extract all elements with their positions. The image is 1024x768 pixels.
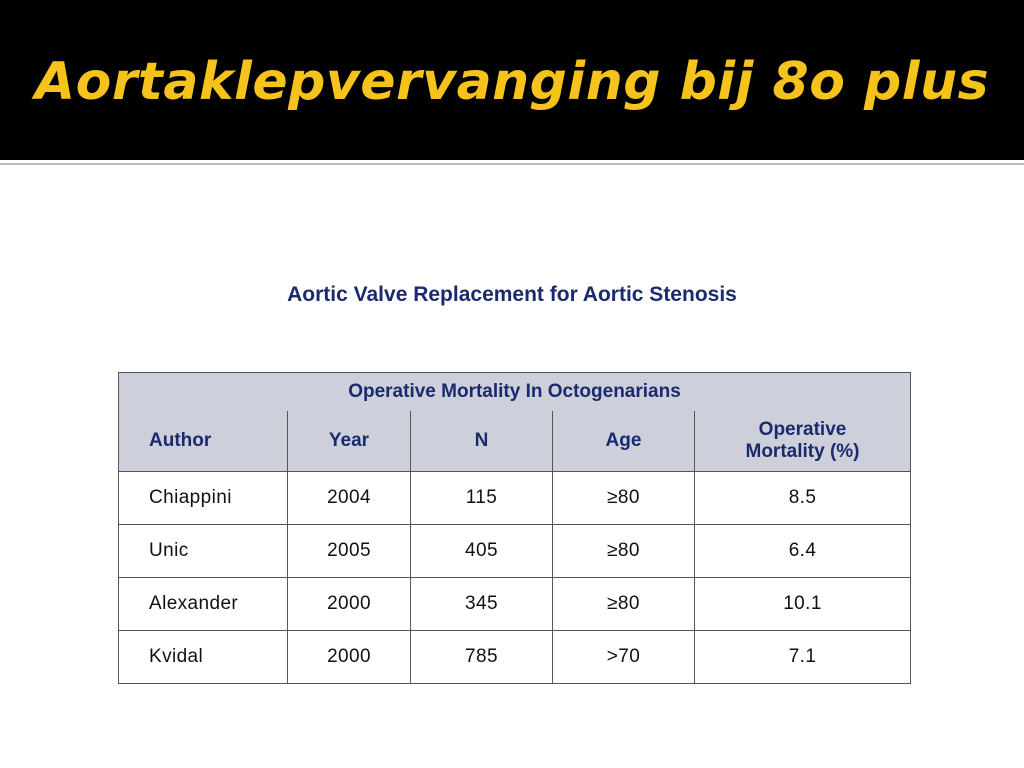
mortality-table xyxy=(118,372,911,684)
header-mortality-line2: Mortality (%) xyxy=(745,441,860,462)
cell-author: Chiappini xyxy=(119,472,288,525)
header-mortality-line1: Operative xyxy=(758,419,847,440)
header-n: N xyxy=(411,411,553,472)
cell-mortality: 10.1 xyxy=(695,578,911,631)
cell-author: Unic xyxy=(119,525,288,578)
header-age: Age xyxy=(553,411,695,472)
cell-n: 345 xyxy=(411,578,553,631)
cell-author: Kvidal xyxy=(119,631,288,684)
table-header-row xyxy=(119,411,911,472)
cell-year: 2005 xyxy=(288,525,411,578)
cell-year: 2004 xyxy=(288,472,411,525)
title-bar xyxy=(0,0,1024,160)
title-divider xyxy=(0,160,1024,168)
cell-n: 115 xyxy=(411,472,553,525)
slide-subtitle: Aortic Valve Replacement for Aortic Stenosis xyxy=(287,283,737,306)
cell-mortality: 8.5 xyxy=(695,472,911,525)
table-caption-row xyxy=(119,373,911,412)
cell-year: 2000 xyxy=(288,578,411,631)
table-caption: Operative Mortality In Octogenarians xyxy=(119,373,911,412)
cell-mortality: 6.4 xyxy=(695,525,911,578)
table-row xyxy=(119,631,911,684)
cell-age: ≥80 xyxy=(553,525,695,578)
cell-age: ≥80 xyxy=(553,472,695,525)
table-row xyxy=(119,472,911,525)
cell-author: Alexander xyxy=(119,578,288,631)
cell-age: >70 xyxy=(553,631,695,684)
table-row xyxy=(119,578,911,631)
header-year: Year xyxy=(288,411,411,472)
cell-age: ≥80 xyxy=(553,578,695,631)
table-row xyxy=(119,525,911,578)
cell-n: 785 xyxy=(411,631,553,684)
header-author: Author xyxy=(119,411,288,472)
header-mortality xyxy=(695,411,911,472)
cell-year: 2000 xyxy=(288,631,411,684)
cell-mortality: 7.1 xyxy=(695,631,911,684)
cell-n: 405 xyxy=(411,525,553,578)
slide-title: Aortaklepvervanging bij 8o plus xyxy=(34,52,990,112)
